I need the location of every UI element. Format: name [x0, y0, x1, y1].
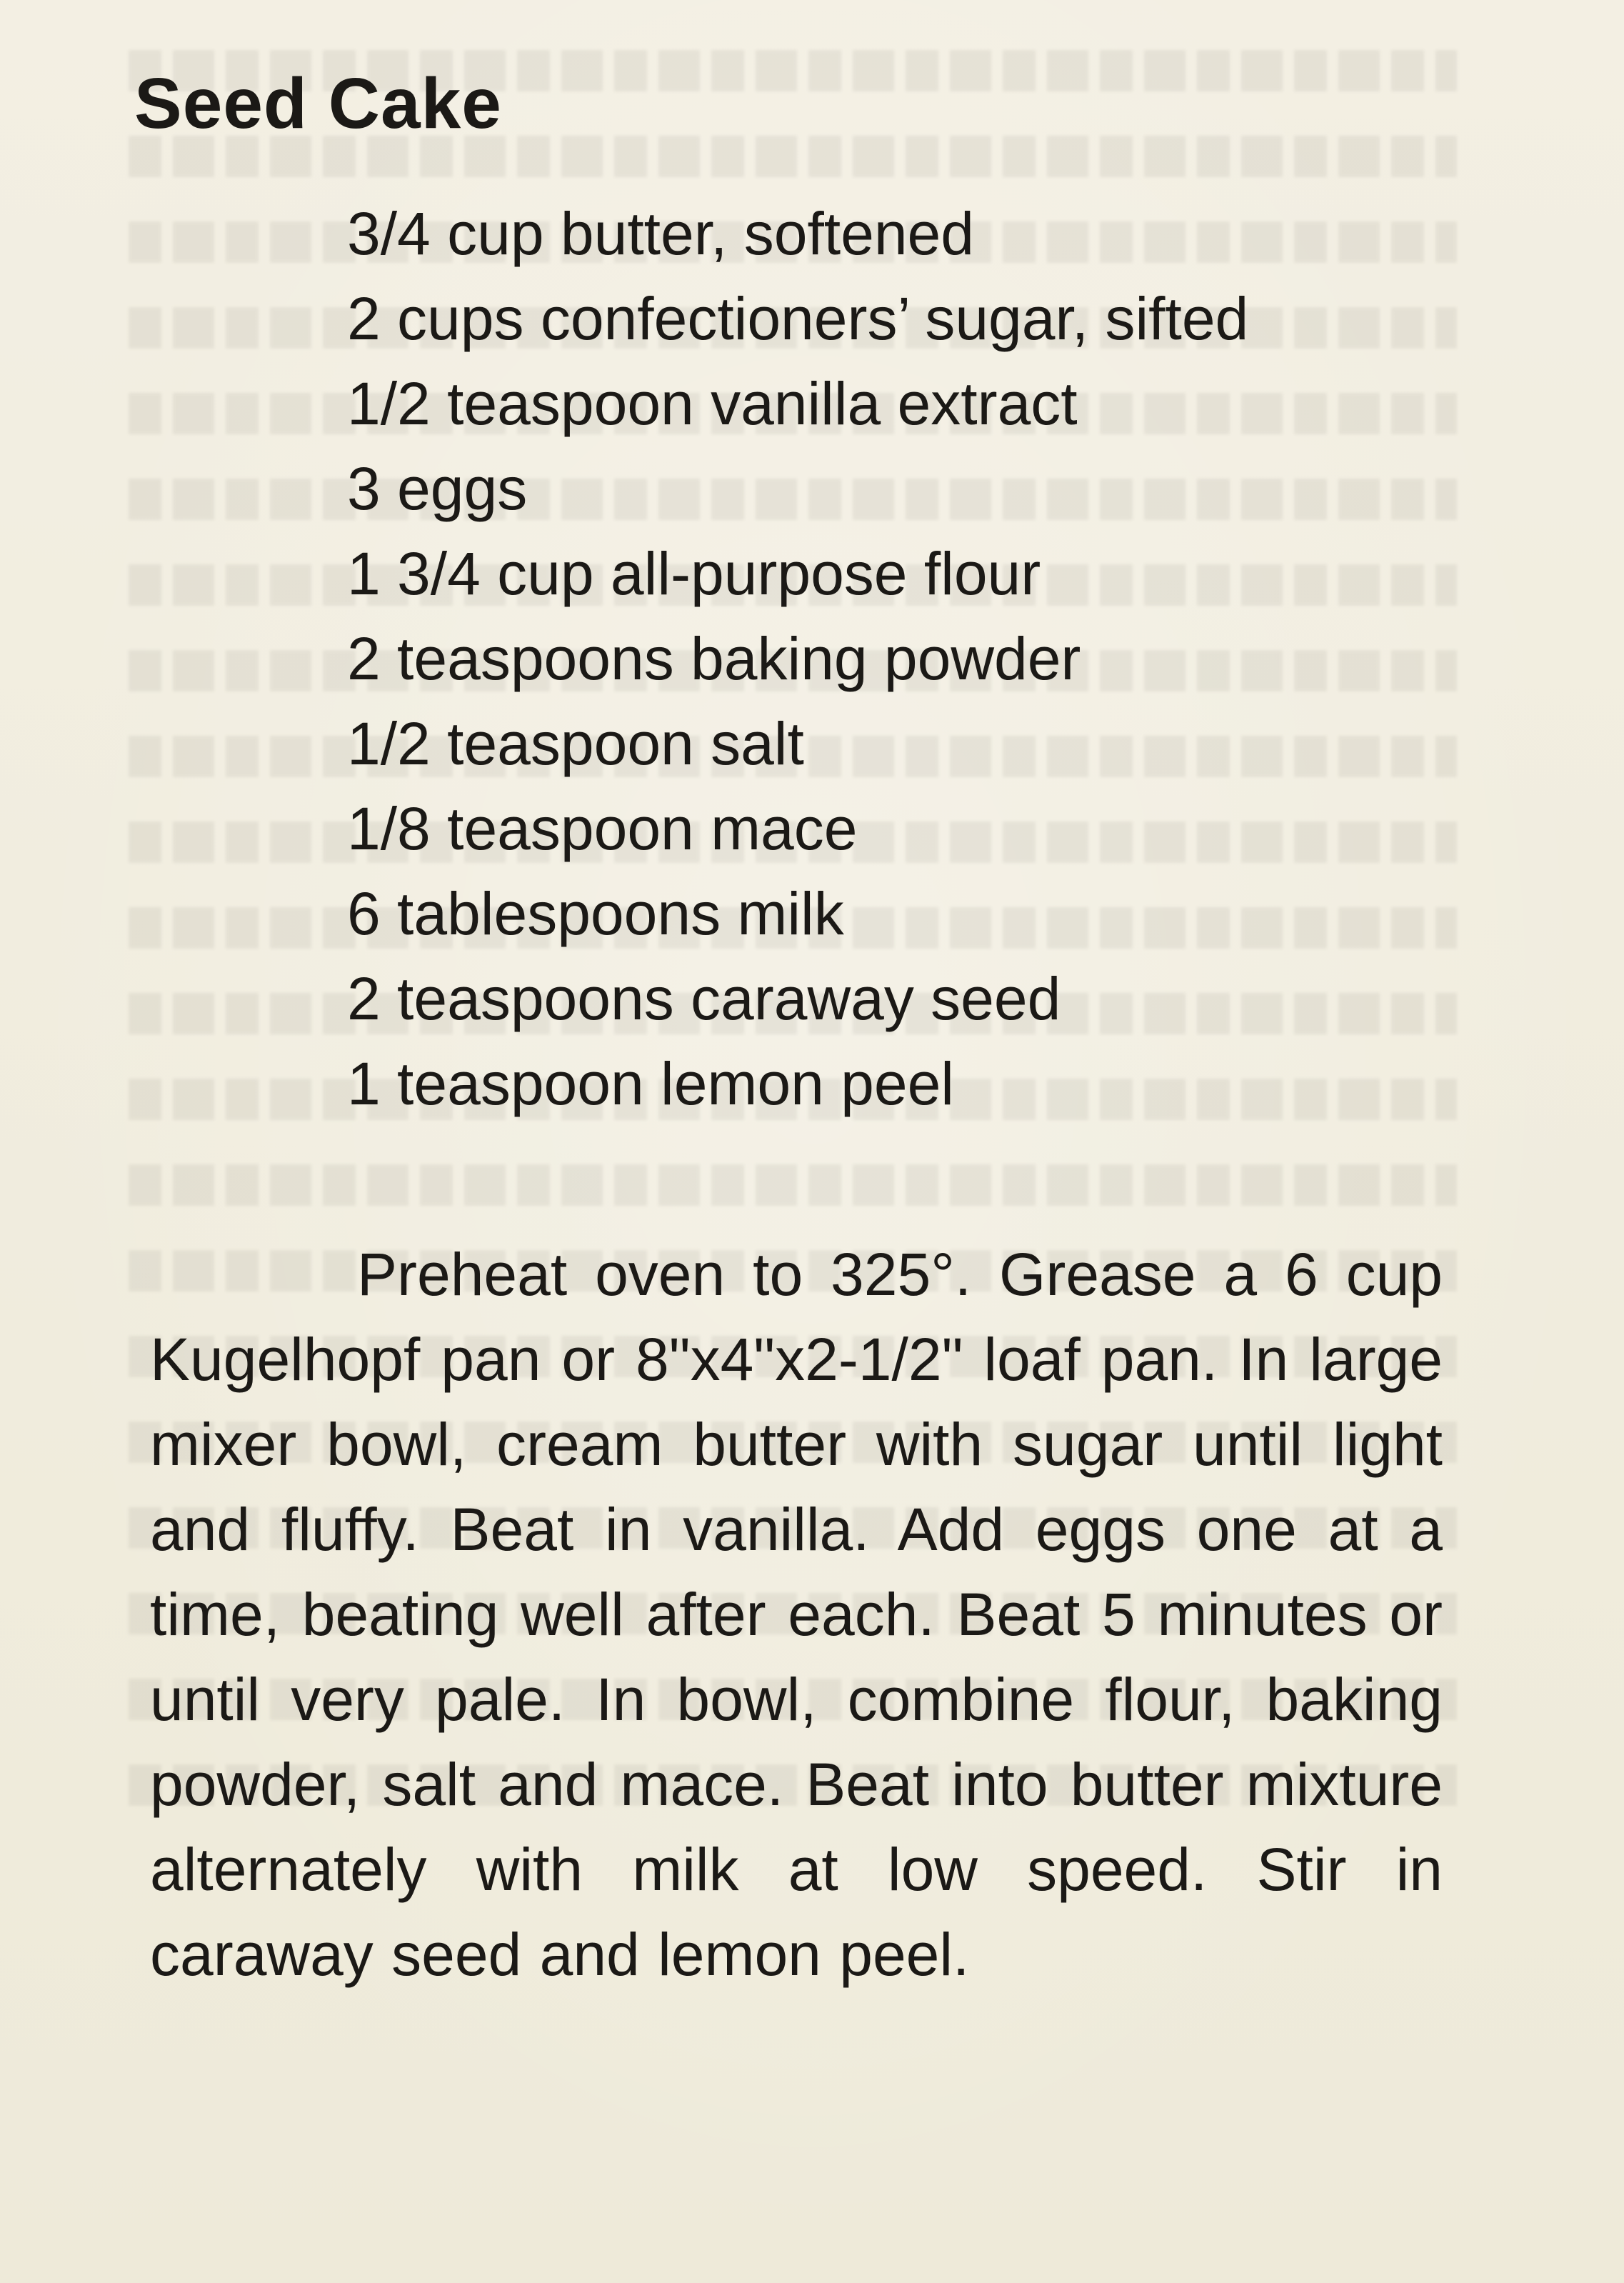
ingredient-list [347, 191, 1248, 1126]
ingredient-item: 1/2 teaspoon vanilla extract [347, 370, 1078, 437]
ingredient-item: 2 teaspoons caraway seed [347, 965, 1061, 1032]
ingredient-item: 1 teaspoon lemon peel [347, 1050, 954, 1117]
ingredient-item: 3 eggs [347, 455, 528, 522]
ingredient-item: 3/4 cup butter, softened [347, 200, 974, 267]
recipe-title: Seed Cake [134, 64, 502, 144]
ingredient-item: 2 cups confectioners’ sugar, sifted [347, 285, 1249, 352]
instructions-paragraph: Preheat oven to 325°. Grease a 6 cup Kugelhopf pan or 8"x4"x2-1/2" loaf pan. In large mixer bowl, cream butter with sugar until light and fluffy. Beat in vanilla. Add eggs one at a time, beating well after each. Beat 5 minutes or until very pale. In bowl, combine flour, baking powder, salt and mace. Beat into butter mixture alternately with milk at low speed. Stir in caraway seed and lemon peel. [150, 1241, 1443, 1988]
ingredient-item: 1/2 teaspoon salt [347, 710, 804, 777]
ingredient-item: 6 tablespoons milk [347, 880, 844, 947]
ingredient-item: 2 teaspoons baking powder [347, 625, 1081, 692]
ingredient-item: 1 3/4 cup all-purpose flour [347, 540, 1041, 607]
ingredient-item: 1/8 teaspoon mace [347, 795, 858, 862]
